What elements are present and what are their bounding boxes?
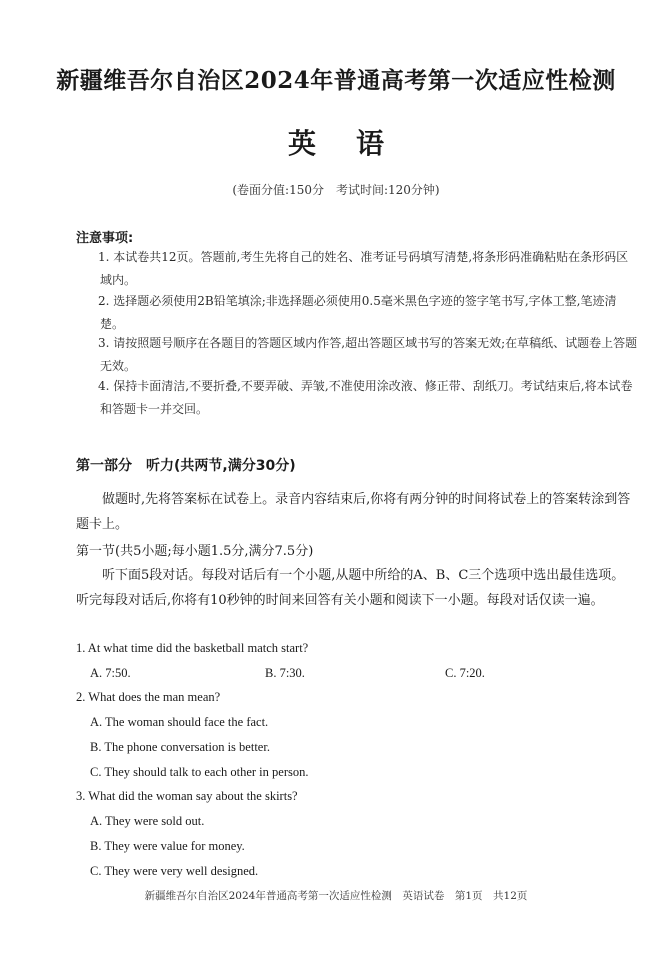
- question-1-option-c: C. 7:20.: [445, 666, 485, 680]
- score-info: (卷面分值:150分 考试时间:120分钟): [232, 183, 440, 197]
- question-2-option-c: C. They should talk to each other in person.: [90, 765, 309, 779]
- notice-item-4: 4. 保持卡面清洁,不要折叠,不要弄破、弄皱,不准使用涂改液、修正带、刮纸刀。考试结束后,将本试卷和答题卡一并交回。: [98, 379, 633, 416]
- question-1-option-b: B. 7:30.: [265, 666, 305, 680]
- question-2-stem: 2. What does the man mean?: [76, 690, 221, 704]
- part-one-intro: 做题时,先将答案标在试卷上。录音内容结束后,你将有两分钟的时间将试卷上的答案转涂到答题卡上。: [76, 492, 631, 532]
- question-3-option-c: C. They were very well designed.: [90, 864, 259, 878]
- exam-title: 新疆维吾尔自治区2024年普通高考第一次适应性检测: [56, 67, 616, 94]
- question-3-stem: 3. What did the woman say about the skirts?: [76, 789, 298, 803]
- page-footer: 新疆维吾尔自治区2024年普通高考第一次适应性检测 英语试卷 第1页 共12页: [144, 890, 528, 902]
- section-one-intro: 听下面5段对话。每段对话后有一个小题,从题中所给的A、B、C三个选项中选出最佳选项。听完每段对话后,你将有10秒钟的时间来回答有关小题和阅读下一小题。每段对话仅读一遍。: [76, 568, 625, 608]
- question-3-option-a: A. They were sold out.: [90, 814, 205, 828]
- question-3-option-b: B. They were value for money.: [90, 839, 245, 853]
- question-1-stem: 1. At what time did the basketball match start?: [76, 641, 309, 655]
- question-1-option-a: A. 7:50.: [90, 666, 131, 680]
- notice-item-1: 1. 本试卷共12页。答题前,考生先将自己的姓名、准考证号码填写清楚,将条形码准确粘贴在条形码区域内。: [98, 250, 629, 287]
- subject-title: 英语: [287, 127, 424, 160]
- question-2-option-b: B. The phone conversation is better.: [90, 740, 270, 754]
- notice-item-2: 2. 选择题必须使用2B铅笔填涂;非选择题必须使用0.5毫米黑色字迹的签字笔书写,字体工整,笔迹清楚。: [98, 294, 617, 331]
- part-one-title: 第一部分 听力(共两节,满分30分): [76, 458, 296, 474]
- notice-title: 注意事项:: [76, 231, 134, 246]
- section-one-title: 第一节(共5小题;每小题1.5分,满分7.5分): [76, 544, 314, 559]
- question-2-option-a: A. The woman should face the fact.: [90, 715, 269, 729]
- notice-item-3: 3. 请按照题号顺序在各题目的答题区域内作答,超出答题区域书写的答案无效;在草稿纸、试题卷上答题无效。: [98, 336, 638, 373]
